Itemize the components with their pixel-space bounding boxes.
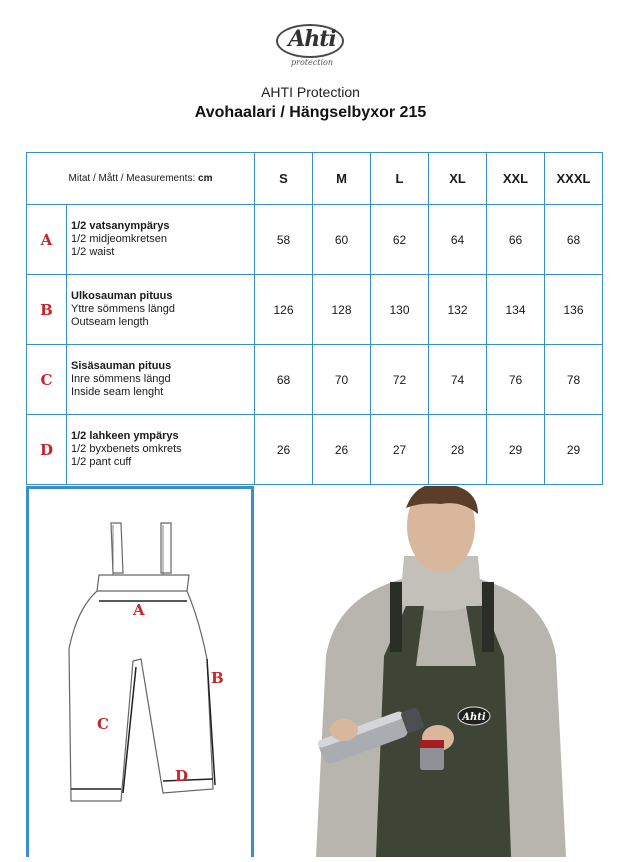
desc-swedish: Yttre sömmens längd [71, 303, 175, 315]
value-cell: 136 [545, 275, 603, 345]
row-description-a [67, 205, 255, 275]
value-cell: 58 [255, 205, 313, 275]
measurements-header [27, 153, 255, 205]
diagram-label-d: D [175, 767, 189, 785]
trousers-diagram-panel [26, 486, 254, 857]
value-cell: 26 [255, 415, 313, 485]
value-cell: 74 [429, 345, 487, 415]
bib-trousers-diagram [29, 489, 251, 857]
trousers-outline [69, 523, 213, 801]
value-cell: 64 [429, 205, 487, 275]
row-letter-a: A [27, 205, 67, 275]
size-header-xxxl: XXXL [545, 153, 603, 205]
logo-wordmark: Ahti [288, 26, 336, 52]
value-cell: 76 [487, 345, 545, 415]
table-row-c [27, 345, 603, 415]
brand-name: AHTI Protection [261, 84, 360, 100]
size-header-m: M [313, 153, 371, 205]
desc-english: 1/2 waist [71, 246, 115, 258]
desc-swedish: Inre sömmens längd [71, 373, 171, 385]
row-letter-b: B [27, 275, 67, 345]
value-cell: 28 [429, 415, 487, 485]
row-description-c [67, 345, 255, 415]
measurements-unit: cm [198, 173, 213, 184]
size-table [26, 152, 603, 485]
value-cell: 134 [487, 275, 545, 345]
left-hand [330, 719, 358, 741]
value-cell: 72 [371, 345, 429, 415]
desc-finnish: 1/2 vatsanympärys [71, 220, 170, 232]
row-description-d [67, 415, 255, 485]
size-header-row [27, 153, 603, 205]
value-cell: 68 [545, 205, 603, 275]
desc-finnish: Ulkosauman pituus [71, 290, 173, 302]
ahti-logo [272, 22, 348, 68]
value-cell: 128 [313, 275, 371, 345]
size-header-s: S [255, 153, 313, 205]
value-cell: 26 [313, 415, 371, 485]
table-row-b [27, 275, 603, 345]
cup-rim [420, 740, 444, 748]
value-cell: 130 [371, 275, 429, 345]
strap-left [390, 582, 402, 652]
row-description-b [67, 275, 255, 345]
measurements-label: Mitat / Mått / Measurements: [68, 173, 196, 184]
value-cell: 70 [313, 345, 371, 415]
size-header-xl: XL [429, 153, 487, 205]
value-cell: 66 [487, 205, 545, 275]
desc-finnish: Sisäsauman pituus [71, 360, 172, 372]
value-cell: 132 [429, 275, 487, 345]
desc-english: Inside seam lenght [71, 386, 164, 398]
logo-tagline: protection [291, 58, 333, 67]
value-cell: 62 [371, 205, 429, 275]
value-cell: 78 [545, 345, 603, 415]
page-title: Avohaalari / Hängselbyxor 215 [194, 104, 427, 121]
model-photo [256, 486, 621, 857]
size-header-l: L [371, 153, 429, 205]
desc-english: Outseam length [71, 316, 149, 328]
overalls-logo-text: Ahti [462, 712, 486, 723]
diagram-label-c: C [97, 715, 109, 733]
value-cell: 27 [371, 415, 429, 485]
desc-swedish: 1/2 byxbenets omkrets [71, 443, 182, 455]
value-cell: 60 [313, 205, 371, 275]
desc-swedish: 1/2 midjeomkretsen [71, 233, 167, 245]
desc-finnish: 1/2 lahkeen ympärys [71, 430, 179, 442]
row-letter-c: C [27, 345, 67, 415]
size-header-xxl: XXL [487, 153, 545, 205]
value-cell: 29 [487, 415, 545, 485]
table-row-d [27, 415, 603, 485]
model-illustration [256, 486, 621, 857]
value-cell: 68 [255, 345, 313, 415]
diagram-label-b: B [211, 669, 224, 687]
diagram-label-a: A [133, 601, 145, 619]
value-cell: 29 [545, 415, 603, 485]
strap-right [482, 582, 494, 652]
value-cell: 126 [255, 275, 313, 345]
row-letter-d: D [27, 415, 67, 485]
table-row-a [27, 205, 603, 275]
desc-english: 1/2 pant cuff [71, 456, 132, 468]
